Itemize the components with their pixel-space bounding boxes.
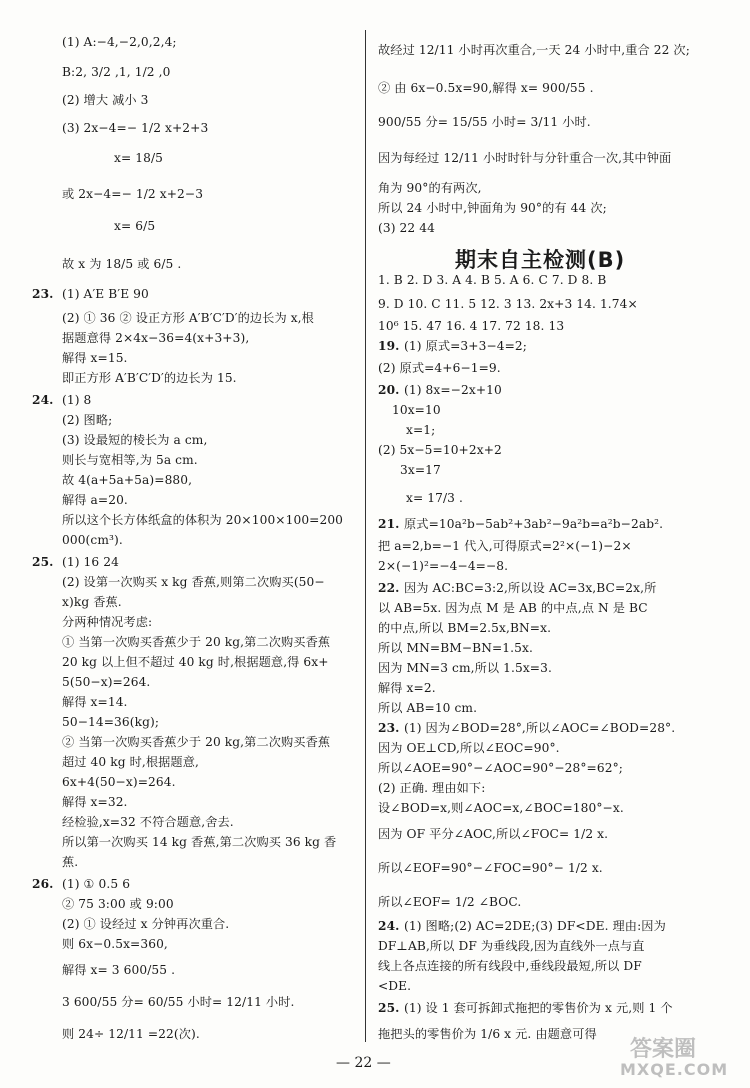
line-text: 2×(−1)²=−4−4=−8. bbox=[378, 559, 509, 573]
left-line bbox=[62, 1026, 200, 1042]
line-text: 线上各点连接的所有线段中,垂线段最短,所以 DF bbox=[378, 959, 642, 973]
right-line bbox=[378, 680, 436, 696]
watermark-line1: 答案圈 bbox=[630, 1037, 697, 1062]
left-line bbox=[62, 754, 199, 770]
line-text: x= 18/5 bbox=[114, 151, 164, 165]
question-number: 19. bbox=[378, 339, 400, 353]
right-line bbox=[378, 200, 607, 216]
line-text: 解得 a=20. bbox=[62, 493, 128, 507]
right-line bbox=[378, 918, 666, 934]
left-line bbox=[62, 120, 208, 136]
left-line bbox=[62, 834, 336, 850]
right-line bbox=[378, 516, 664, 532]
left-line bbox=[114, 218, 155, 234]
right-line bbox=[378, 220, 435, 236]
line-text: 分两种情况考虑: bbox=[62, 615, 153, 629]
line-text: (2) 图略; bbox=[62, 413, 113, 427]
line-text: (1) 图略;(2) AC=2DE;(3) DF<DE. 理由:因为 bbox=[404, 919, 666, 933]
left-line bbox=[62, 350, 128, 366]
question-number: 20. bbox=[378, 383, 400, 397]
line-text: (1) 8x=−2x+10 bbox=[404, 383, 502, 397]
line-text: 则 6x−0.5x=360, bbox=[62, 937, 168, 951]
right-line bbox=[406, 490, 463, 506]
line-text: (3) 设最短的棱长为 a cm, bbox=[62, 433, 208, 447]
line-text: 所以这个长方体纸盒的体积为 20×100×100=200 bbox=[62, 513, 344, 527]
line-text: (2) 原式=4+6−1=9. bbox=[378, 361, 501, 375]
line-text: 超过 40 kg 时,根据题意, bbox=[62, 755, 199, 769]
question-number: 25. bbox=[378, 1001, 400, 1015]
line-text: (1) 设 1 套可拆卸式拖把的零售价为 x 元,则 1 个 bbox=[404, 1001, 673, 1015]
left-line bbox=[62, 794, 128, 810]
line-text: 所以 24 小时中,钟面角为 90°的有 44 次; bbox=[378, 201, 607, 215]
line-text: 9. D 10. C 11. 5 12. 3 13. 2x+3 14. 1.74× bbox=[378, 297, 638, 311]
line-text: 则 24÷ 12/11 =22(次). bbox=[62, 1027, 200, 1041]
column-divider bbox=[365, 30, 366, 1042]
left-line bbox=[62, 452, 198, 468]
left-line bbox=[62, 916, 229, 932]
left-line bbox=[62, 774, 176, 790]
line-text: 设∠BOD=x,则∠AOC=x,∠BOC=180°−x. bbox=[378, 801, 624, 815]
left-line bbox=[114, 150, 163, 166]
line-text: 因为 OF 平分∠AOC,所以∠FOC= 1/2 x. bbox=[378, 827, 609, 841]
right-line bbox=[378, 42, 690, 58]
left-line bbox=[32, 392, 92, 408]
right-line bbox=[378, 660, 552, 676]
line-text: 的中点,所以 BM=2.5x,BN=x. bbox=[378, 621, 552, 635]
right-line bbox=[378, 360, 501, 376]
line-text: x= 17/3 . bbox=[406, 491, 463, 505]
left-line bbox=[32, 286, 149, 302]
right-line bbox=[378, 1000, 673, 1016]
line-text: 因为每经过 12/11 小时时针与分针重合一次,其中钟面 bbox=[378, 151, 672, 165]
line-text: x=1; bbox=[406, 423, 436, 437]
line-text: (2) ① 36 ② 设正方形 A′B′C′D′的边长为 x,根 bbox=[62, 311, 314, 325]
right-line bbox=[378, 538, 632, 554]
watermark-logo bbox=[612, 1032, 740, 1084]
left-line bbox=[62, 532, 123, 548]
line-text: ② 由 6x−0.5x=90,解得 x= 900/55 . bbox=[378, 81, 594, 95]
left-line bbox=[62, 256, 181, 272]
right-line bbox=[378, 558, 508, 574]
right-line bbox=[378, 620, 551, 636]
question-number: 21. bbox=[378, 517, 400, 531]
question-number: 26. bbox=[32, 877, 54, 891]
line-text: (1) A:−4,−2,0,2,4; bbox=[62, 35, 177, 49]
left-line bbox=[62, 994, 294, 1010]
question-number: 22. bbox=[378, 581, 400, 595]
line-text: (2) 增大 减小 3 bbox=[62, 93, 149, 107]
question-number: 24. bbox=[378, 919, 400, 933]
right-line bbox=[378, 180, 482, 196]
right-line bbox=[378, 740, 560, 756]
line-text: 所以∠EOF= 1/2 ∠BOC. bbox=[378, 895, 522, 909]
right-line bbox=[378, 760, 623, 776]
line-text: (1) 16 24 bbox=[62, 555, 119, 569]
line-text: (2) 设第一次购买 x kg 香蕉,则第二次购买(50− bbox=[62, 575, 325, 589]
right-line bbox=[378, 826, 608, 842]
right-line bbox=[378, 296, 638, 312]
line-text: 经检验,x=32 不符合题意,舍去. bbox=[62, 815, 234, 829]
left-line bbox=[62, 64, 170, 80]
line-text: x= 6/5 bbox=[114, 219, 156, 233]
line-text: 解得 x=32. bbox=[62, 795, 128, 809]
left-line bbox=[62, 654, 329, 670]
line-text: (2) ① 设经过 x 分钟再次重合. bbox=[62, 917, 230, 931]
line-text: 000(cm³). bbox=[62, 533, 123, 547]
line-text: 则长与宽相等,为 5a cm. bbox=[62, 453, 198, 467]
line-text: 所以第一次购买 14 kg 香蕉,第二次购买 36 kg 香 bbox=[62, 835, 337, 849]
line-text: 角为 90°的有两次, bbox=[378, 181, 482, 195]
line-text: 原式=10a²b−5ab²+3ab²−9a²b=a²b−2ab². bbox=[404, 517, 664, 531]
line-text: ② 75 3:00 或 9:00 bbox=[62, 897, 174, 911]
line-text: 即正方形 A′B′C′D′的边长为 15. bbox=[62, 371, 237, 385]
line-text: ① 当第一次购买香蕉少于 20 kg,第二次购买香蕉 bbox=[62, 635, 331, 649]
watermark-line2: MXQE.COM bbox=[620, 1060, 729, 1079]
right-line bbox=[378, 700, 477, 716]
line-text: 50−14=36(kg); bbox=[62, 715, 160, 729]
left-line bbox=[62, 310, 314, 326]
right-line bbox=[378, 80, 594, 96]
left-line bbox=[62, 412, 112, 428]
right-line bbox=[378, 114, 591, 130]
left-line bbox=[62, 186, 203, 202]
right-line bbox=[378, 938, 645, 954]
line-text: 或 2x−4=− 1/2 x+2−3 bbox=[62, 187, 204, 201]
question-number: 24. bbox=[32, 393, 54, 407]
line-text: 所以 MN=BM−BN=1.5x. bbox=[378, 641, 533, 655]
left-line bbox=[62, 896, 174, 912]
left-line bbox=[62, 694, 128, 710]
right-line bbox=[378, 580, 657, 596]
line-text: 把 a=2,b=−1 代入,可得原式=2²×(−1)−2× bbox=[378, 539, 632, 553]
line-text: 以 AB=5x. 因为点 M 是 AB 的中点,点 N 是 BC bbox=[378, 601, 648, 615]
right-line bbox=[378, 272, 606, 288]
left-line bbox=[62, 614, 152, 630]
line-text: 所以 AB=10 cm. bbox=[378, 701, 478, 715]
left-line bbox=[62, 432, 207, 448]
left-line bbox=[62, 574, 325, 590]
line-text: ② 当第一次购买香蕉少于 20 kg,第二次购买香蕉 bbox=[62, 735, 331, 749]
left-line bbox=[62, 330, 249, 346]
line-text: 因为 MN=3 cm,所以 1.5x=3. bbox=[378, 661, 552, 675]
line-text: x)kg 香蕉. bbox=[62, 595, 122, 609]
left-line bbox=[62, 962, 175, 978]
right-line bbox=[378, 780, 485, 796]
left-line bbox=[32, 876, 131, 892]
left-line bbox=[32, 554, 119, 570]
line-text: 900/55 分= 15/55 小时= 3/11 小时. bbox=[378, 115, 591, 129]
right-line bbox=[378, 894, 521, 910]
line-text: 因为 OE⊥CD,所以∠EOC=90°. bbox=[378, 741, 560, 755]
right-line bbox=[378, 150, 671, 166]
line-text: 解得 x= 3 600/55 . bbox=[62, 963, 176, 977]
right-line bbox=[406, 422, 435, 438]
right-line bbox=[378, 382, 502, 398]
line-text: 3x=17 bbox=[400, 463, 441, 477]
line-text: 所以∠AOE=90°−∠AOC=90°−28°=62°; bbox=[378, 761, 623, 775]
line-text: 拖把头的零售价为 1/6 x 元. 由题意可得 bbox=[378, 1027, 597, 1041]
right-line bbox=[378, 442, 502, 458]
right-line bbox=[378, 800, 624, 816]
left-line bbox=[62, 814, 234, 830]
left-line bbox=[62, 34, 177, 50]
line-text: 6x+4(50−x)=264. bbox=[62, 775, 176, 789]
left-line bbox=[62, 714, 159, 730]
right-line bbox=[378, 860, 603, 876]
line-text: 故 4(a+5a+5a)=880, bbox=[62, 473, 193, 487]
right-line bbox=[400, 462, 441, 478]
line-text: (3) 2x−4=− 1/2 x+2+3 bbox=[62, 121, 209, 135]
right-line bbox=[378, 640, 533, 656]
line-text: 3 600/55 分= 60/55 小时= 12/11 小时. bbox=[62, 995, 295, 1009]
left-line bbox=[62, 472, 192, 488]
left-line bbox=[62, 594, 122, 610]
right-line bbox=[378, 720, 676, 736]
line-text: (1) ① 0.5 6 bbox=[62, 877, 131, 891]
line-text: 10x=10 bbox=[392, 403, 441, 417]
left-line bbox=[62, 854, 78, 870]
question-number: 23. bbox=[378, 721, 400, 735]
line-text: (1) A′E B′E 90 bbox=[62, 287, 149, 301]
line-text: 故经过 12/11 小时再次重合,一天 24 小时中,重合 22 次; bbox=[378, 43, 690, 57]
left-line bbox=[62, 92, 149, 108]
page-number: — 22 — bbox=[336, 1055, 391, 1071]
left-line bbox=[62, 734, 330, 750]
left-line bbox=[62, 936, 168, 952]
line-text: 1. B 2. D 3. A 4. B 5. A 6. C 7. D 8. B bbox=[378, 273, 607, 287]
line-text: <DE. bbox=[378, 979, 412, 993]
line-text: (1) 原式=3+3−4=2; bbox=[404, 339, 527, 353]
question-number: 23. bbox=[32, 287, 54, 301]
line-text: 10⁶ 15. 47 16. 4 17. 72 18. 13 bbox=[378, 319, 565, 333]
line-text: 解得 x=14. bbox=[62, 695, 128, 709]
line-text: 20 kg 以上但不超过 40 kg 时,根据题意,得 6x+ bbox=[62, 655, 329, 669]
line-text: 解得 x=15. bbox=[62, 351, 128, 365]
line-text: (3) 22 44 bbox=[378, 221, 435, 235]
right-line bbox=[378, 978, 411, 994]
right-line bbox=[378, 318, 564, 334]
section-title: 期末自主检测(B) bbox=[455, 248, 626, 272]
right-line bbox=[378, 338, 527, 354]
line-text: 据题意得 2×4x−36=4(x+3+3), bbox=[62, 331, 250, 345]
left-line bbox=[62, 512, 343, 528]
right-line bbox=[392, 402, 441, 418]
question-number: 25. bbox=[32, 555, 54, 569]
line-text: 因为 AC:BC=3:2,所以设 AC=3x,BC=2x,所 bbox=[404, 581, 657, 595]
line-text: 故 x 为 18/5 或 6/5 . bbox=[62, 257, 182, 271]
left-line bbox=[62, 674, 150, 690]
line-text: (2) 5x−5=10+2x+2 bbox=[378, 443, 502, 457]
line-text: 解得 x=2. bbox=[378, 681, 436, 695]
line-text: (2) 正确. 理由如下: bbox=[378, 781, 486, 795]
line-text: 蕉. bbox=[62, 855, 79, 869]
right-line bbox=[378, 1026, 597, 1042]
line-text: DF⊥AB,所以 DF 为垂线段,因为直线外一点与直 bbox=[378, 939, 645, 953]
left-line bbox=[62, 492, 128, 508]
line-text: B:2, 3/2 ,1, 1/2 ,0 bbox=[62, 65, 171, 79]
left-line bbox=[62, 370, 237, 386]
line-text: (1) 8 bbox=[62, 393, 92, 407]
line-text: (1) 因为∠BOD=28°,所以∠AOC=∠BOD=28°. bbox=[404, 721, 676, 735]
line-text: 5(50−x)=264. bbox=[62, 675, 151, 689]
right-line bbox=[378, 600, 648, 616]
right-line bbox=[378, 958, 642, 974]
left-line bbox=[62, 634, 330, 650]
line-text: 所以∠EOF=90°−∠FOC=90°− 1/2 x. bbox=[378, 861, 603, 875]
